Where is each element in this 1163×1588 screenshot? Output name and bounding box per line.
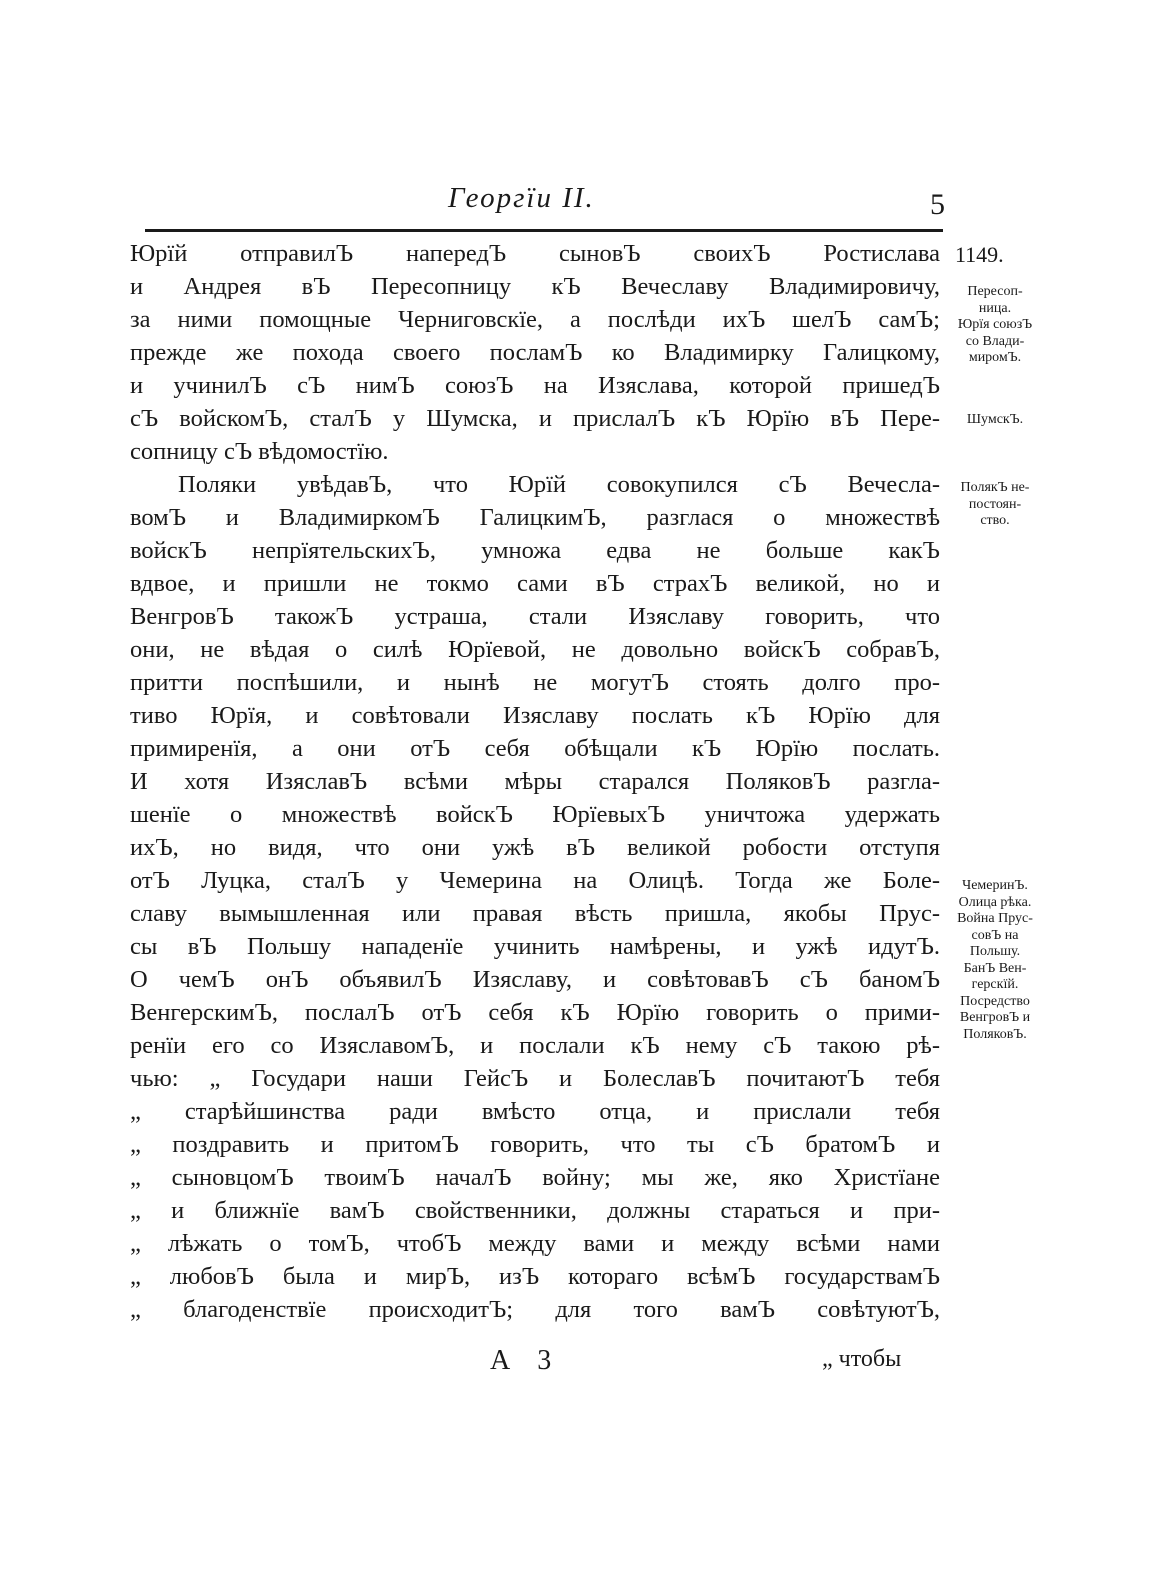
catchword: „ чтобы	[822, 1346, 902, 1372]
margin-note	[935, 412, 1055, 429]
margin-year: 1149.	[955, 242, 1004, 267]
body-line: „ лѣжать о томЪ, чтобЪ между вами и между всѣми нами	[130, 1230, 940, 1257]
margin-note-line: Пересоп-	[967, 284, 1023, 299]
margin-note-line: Посредство	[960, 993, 1030, 1009]
margin-note-line: ВенгровЪ и	[959, 1010, 1031, 1025]
margin-note-line: со Влади-	[965, 333, 1025, 349]
body-line: сЪ войскомЪ, сталЪ у Шумска, и прислалЪ кЪ Юрїю вЪ Пере-	[130, 405, 940, 432]
margin-note-line: Война Прус-	[957, 911, 1033, 926]
body-line: ВенгровЪ такожЪ устраша, стали Изяславу говорить, что	[130, 603, 940, 630]
margin-note-line: ШумскЪ.	[966, 412, 1024, 427]
margin-note-line: ПоляковЪ.	[963, 1026, 1027, 1042]
body-line: ВенгерскимЪ, послалЪ отЪ себя кЪ Юрїю говорить о прими-	[130, 999, 940, 1026]
body-line: „ старѣйшинства ради вмѣсто отца, и прислали тебя	[130, 1098, 940, 1125]
body-line: „ любовЪ была и мирЪ, изЪ котораго всѣмЪ государствамЪ	[130, 1263, 940, 1290]
body-line: притти поспѣшили, и нынѣ не могутЪ стоять долго про-	[130, 669, 940, 696]
margin-note	[935, 284, 1055, 367]
body-line: „ сыновцомЪ твоимЪ началЪ войну; мы же, яко Христїане	[130, 1164, 940, 1191]
body-line: О чемЪ онЪ объявилЪ Изяславу, и совѣтовавЪ сЪ баномЪ	[130, 966, 940, 993]
margin-note-line: Юрїя союзЪ	[957, 317, 1033, 332]
signature-mark: А 3	[490, 1345, 562, 1376]
margin-note-line: ница.	[978, 300, 1012, 316]
margin-note-line: миромЪ.	[968, 350, 1022, 365]
body-text	[130, 237, 940, 1326]
body-line: Поляки увѣдавЪ, что Юрїй совокупился сЪ Вечесла-	[178, 471, 940, 498]
body-line: ихЪ, но видя, что они ужѣ вЪ великой робости отступя	[130, 834, 940, 861]
body-line: И хотя ИзяславЪ всѣми мѣры старался ПоляковЪ разгла-	[130, 768, 940, 795]
header-rule	[145, 229, 943, 232]
margin-note-line: БанЪ Вен-	[963, 960, 1027, 976]
body-line: Юрїй отправилЪ напередЪ сыновЪ своихЪ Ростислава	[130, 240, 940, 267]
margin-note	[935, 878, 1055, 1043]
body-line: вдвое, и пришли не токмо сами вЪ страхЪ великой, но и	[130, 570, 940, 597]
body-line: примиренїя, а они отЪ себя обѣщали кЪ Юрїю послать.	[130, 735, 940, 762]
body-line: ренїи его со ИзяславомЪ, и послали кЪ нему сЪ такою рѣ-	[130, 1032, 940, 1059]
margin-note-line: постоян-	[968, 496, 1022, 512]
body-line: вомЪ и ВладимиркомЪ ГалицкимЪ, разглася о множествѣ	[130, 504, 940, 531]
margin-note-line: ство.	[980, 513, 1010, 528]
body-line: шенїе о множествѣ войскЪ ЮрїевыхЪ уничтожа удержать	[130, 801, 940, 828]
body-line: прежде же похода своего посламЪ ко Владимирку Галицкому,	[130, 339, 940, 366]
margin-note-line: ПолякЪ не-	[960, 480, 1030, 495]
body-line: сопницу сЪ вѣдомостїю.	[130, 438, 389, 465]
body-line: и учинилЪ сЪ нимЪ союзЪ на Изяслава, которой пришедЪ	[130, 372, 940, 399]
body-line: „ поздравить и притомЪ говорить, что ты сЪ братомЪ и	[130, 1131, 940, 1158]
margin-note-line: совЪ на	[971, 927, 1019, 943]
body-line: сы вЪ Польшу нападенїе учинить намѣрены, и ужѣ идутЪ.	[130, 933, 940, 960]
body-line: „ благоденствїе происходитЪ; для того вамЪ совѣтуютЪ,	[130, 1296, 940, 1323]
margin-note-line: герскїй.	[971, 977, 1019, 992]
margin-note-line: Польшу.	[969, 944, 1021, 959]
body-line: за ними помощные Черниговскїе, а послѣди ихЪ шелЪ самЪ;	[130, 306, 940, 333]
body-line: войскЪ непрїятельскихЪ, умножа едва не больше какЪ	[130, 537, 940, 564]
body-line: чью: „ Государи наши ГейсЪ и БолеславЪ почитаютЪ тебя	[130, 1065, 940, 1092]
body-line: „ и ближнїе вамЪ свойственники, должны стараться и при-	[130, 1197, 940, 1224]
margin-note-line: ЧемеринЪ.	[962, 878, 1028, 893]
page-number: 5	[930, 188, 945, 221]
margin-note	[935, 480, 1055, 530]
body-line: отЪ Луцка, сталЪ у Чемерина на Олицѣ. Тогда же Боле-	[130, 867, 940, 894]
body-line: тиво Юрїя, и совѣтовали Изяславу послать кЪ Юрїю для	[130, 702, 940, 729]
running-title: Георгїи II.	[448, 182, 595, 214]
margin-note-line: Олица рѣка.	[958, 894, 1032, 910]
body-line: славу вымышленная или правая вѣсть пришла, якобы Прус-	[130, 900, 940, 927]
body-line: они, не вѣдая о силѣ Юрїевой, не довольно войскЪ собравЪ,	[130, 636, 940, 663]
body-line: и Андрея вЪ Пересопницу кЪ Вечеславу Владимировичу,	[130, 273, 940, 300]
